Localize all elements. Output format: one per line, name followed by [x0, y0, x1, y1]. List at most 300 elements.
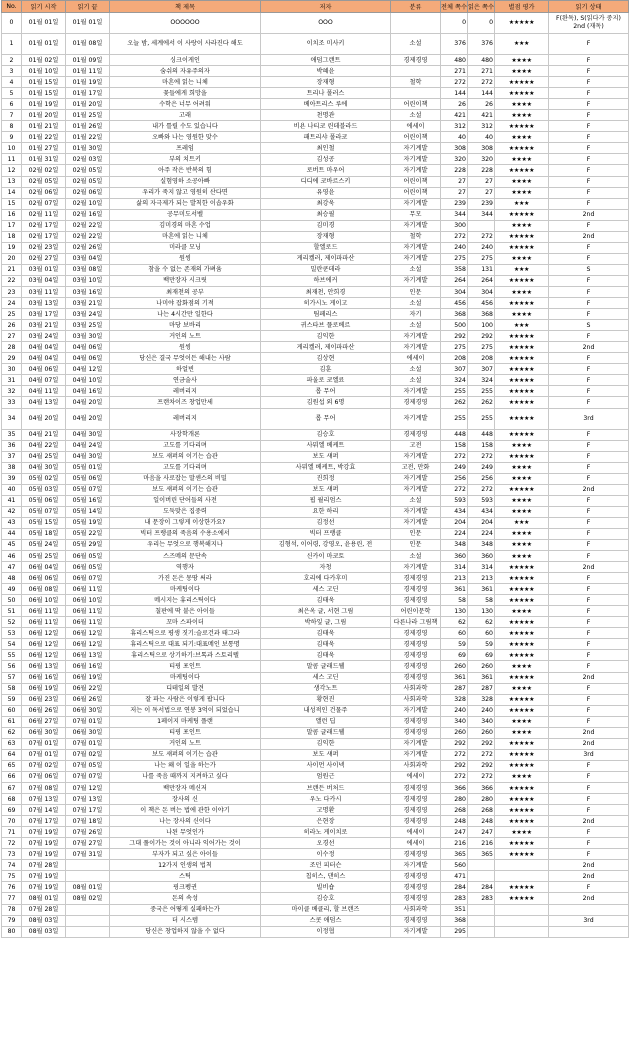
cell-rating: ★★★★: [495, 727, 549, 738]
cell-author: 파울로 코엘료: [261, 375, 391, 386]
cell-category: 소설: [391, 551, 441, 562]
cell-category: 어린이책: [391, 176, 441, 187]
cell-rating: ★★★★: [495, 716, 549, 727]
cell-end-date: 05월 22일: [66, 528, 110, 539]
cell-category: 자기계발: [391, 198, 441, 209]
cell-read-pages: 204: [468, 517, 495, 528]
cell-title: 이 책은 돈 버는 법에 관한 이야기: [110, 805, 261, 816]
cell-read-pages: 240: [468, 705, 495, 716]
cell-start-date: 02월 06일: [22, 187, 66, 198]
cell-category: 경제경영: [391, 429, 441, 440]
cell-author: 히가시노 게이고: [261, 298, 391, 309]
cell-start-date: 05월 06일: [22, 495, 66, 506]
cell-no: 31: [2, 375, 22, 386]
cell-total-pages: 264: [441, 275, 468, 286]
cell-author: 브랜든 버처드: [261, 783, 391, 794]
cell-start-date: 06월 04일: [22, 562, 66, 573]
cell-total-pages: 361: [441, 672, 468, 683]
cell-total-pages: 262: [441, 397, 468, 408]
cell-title: 빅터 프랭클의 죽음의 수용소에서: [110, 528, 261, 539]
cell-total-pages: 272: [441, 451, 468, 462]
cell-no: 12: [2, 165, 22, 176]
cell-start-date: 07월 08일: [22, 783, 66, 794]
table-row: [2, 66, 629, 77]
cell-start-date: 06월 12일: [22, 628, 66, 639]
cell-title: 프레임: [110, 143, 261, 154]
cell-title: 오빠와 나는 영원한 맞수: [110, 132, 261, 143]
cell-total-pages: 358: [441, 264, 468, 275]
cell-status: F: [549, 386, 629, 397]
cell-end-date: 07월 17일: [66, 805, 110, 816]
cell-title: 도둑맞은 집중력: [110, 506, 261, 517]
cell-total-pages: 361: [441, 584, 468, 595]
cell-author: 디디에 코바르스키: [261, 176, 391, 187]
cell-author: 김태욱: [261, 639, 391, 650]
cell-read-pages: [468, 220, 495, 231]
cell-no: 7: [2, 110, 22, 121]
cell-status: F: [549, 298, 629, 309]
cell-start-date: 03월 17일: [22, 309, 66, 320]
cell-end-date: 02월 16일: [66, 209, 110, 220]
cell-end-date: 06월 26일: [66, 694, 110, 705]
cell-category: 소설: [391, 34, 441, 55]
cell-end-date: 08월 02일: [66, 893, 110, 904]
cell-category: 경제경영: [391, 882, 441, 893]
cell-no: 68: [2, 794, 22, 805]
table-row: [2, 539, 629, 550]
cell-rating: ★★★★★: [495, 749, 549, 760]
header-end-date: 읽기 끝: [66, 1, 110, 13]
cell-end-date: 05월 16일: [66, 495, 110, 506]
table-row: [2, 375, 629, 386]
cell-status: F: [549, 165, 629, 176]
cell-status: F: [549, 242, 629, 253]
cell-category: 소설: [391, 264, 441, 275]
table-row: [2, 198, 629, 209]
cell-rating: ★★★★: [495, 506, 549, 517]
cell-end-date: 05월 01일: [66, 462, 110, 473]
cell-no: 71: [2, 827, 22, 838]
cell-no: 14: [2, 187, 22, 198]
table-row: [2, 220, 629, 231]
cell-title: 우리는 무엇으로 행복해지나: [110, 539, 261, 550]
cell-read-pages: 40: [468, 132, 495, 143]
cell-total-pages: 368: [441, 915, 468, 926]
cell-category: 에세이: [391, 771, 441, 782]
cell-rating: ★★★★★: [495, 617, 549, 628]
cell-category: 자기계발: [391, 749, 441, 760]
cell-status: F: [549, 683, 629, 694]
cell-category: 어린이책: [391, 99, 441, 110]
cell-start-date: 01월 01일: [22, 13, 66, 34]
table-row: [2, 55, 629, 66]
cell-start-date: 01월 15일: [22, 77, 66, 88]
cell-read-pages: 272: [468, 77, 495, 88]
cell-author: 엄원근: [261, 771, 391, 782]
cell-category: 소설: [391, 495, 441, 506]
cell-status: F: [549, 838, 629, 849]
cell-author: 핍 윌리엄스: [261, 495, 391, 506]
cell-rating: ★★★★★: [495, 760, 549, 771]
cell-author: 말콤 글래드웰: [261, 661, 391, 672]
cell-total-pages: 351: [441, 904, 468, 915]
cell-no: 3: [2, 66, 22, 77]
cell-author: 이정협: [261, 926, 391, 937]
cell-end-date: 07월 13일: [66, 794, 110, 805]
header-author: 저자: [261, 1, 391, 13]
cell-rating: ★★★★★: [495, 353, 549, 364]
cell-read-pages: 256: [468, 473, 495, 484]
cell-rating: [495, 860, 549, 871]
cell-status: 3rd: [549, 749, 629, 760]
cell-start-date: 02월 07일: [22, 198, 66, 209]
cell-category: 경제경영: [391, 783, 441, 794]
cell-end-date: 04월 10일: [66, 375, 110, 386]
cell-end-date: 05월 06일: [66, 473, 110, 484]
cell-status: F: [549, 429, 629, 440]
cell-no: 44: [2, 528, 22, 539]
cell-category: 사회과학: [391, 760, 441, 771]
cell-start-date: 04월 13일: [22, 397, 66, 408]
cell-rating: ★★★★: [495, 528, 549, 539]
cell-end-date: 01월 19일: [66, 77, 110, 88]
cell-status: 2nd: [549, 860, 629, 871]
cell-rating: [495, 915, 549, 926]
cell-no: 40: [2, 484, 22, 495]
cell-total-pages: 69: [441, 650, 468, 661]
table-row: [2, 926, 629, 937]
table-row: [2, 661, 629, 672]
cell-end-date: 05월 14일: [66, 506, 110, 517]
cell-title: 프랜차이즈 창업만세: [110, 397, 261, 408]
table-row: [2, 551, 629, 562]
cell-category: 자기계발: [391, 242, 441, 253]
cell-author: 김태욱: [261, 628, 391, 639]
cell-read-pages: 421: [468, 110, 495, 121]
cell-start-date: 01월 10일: [22, 66, 66, 77]
cell-start-date: 03월 13일: [22, 298, 66, 309]
cell-rating: ★★★★: [495, 66, 549, 77]
cell-no: 78: [2, 904, 22, 915]
cell-category: 어린이책: [391, 132, 441, 143]
cell-author: 마이클 베클리, 할 브랜즈: [261, 904, 391, 915]
cell-start-date: 02월 02일: [22, 165, 66, 176]
cell-rating: ★★★★: [495, 473, 549, 484]
cell-rating: ★★★★: [495, 440, 549, 451]
cell-no: 61: [2, 716, 22, 727]
cell-rating: ★★★★: [495, 683, 549, 694]
cell-category: 인문: [391, 539, 441, 550]
cell-read-pages: 100: [468, 320, 495, 331]
cell-category: 소설: [391, 298, 441, 309]
cell-title: 칠판에 딱 붙은 아이들: [110, 606, 261, 617]
cell-rating: ★★★★★: [495, 165, 549, 176]
cell-read-pages: 130: [468, 606, 495, 617]
cell-read-pages: 272: [468, 231, 495, 242]
cell-start-date: 04월 20일: [22, 408, 66, 429]
cell-category: 경제경영: [391, 893, 441, 904]
cell-category: 소설: [391, 320, 441, 331]
cell-status: F: [549, 771, 629, 782]
cell-total-pages: 287: [441, 683, 468, 694]
cell-end-date: 06월 11일: [66, 617, 110, 628]
cell-total-pages: 348: [441, 539, 468, 550]
cell-total-pages: 228: [441, 165, 468, 176]
cell-category: 자기계발: [391, 738, 441, 749]
cell-category: 경제경영: [391, 727, 441, 738]
cell-rating: ★★★★★: [495, 275, 549, 286]
cell-author: 보도 섀퍼: [261, 484, 391, 495]
cell-end-date: 02월 26일: [66, 242, 110, 253]
cell-total-pages: 240: [441, 705, 468, 716]
cell-total-pages: 368: [441, 309, 468, 320]
cell-end-date: 02월 10일: [66, 198, 110, 209]
cell-no: 5: [2, 88, 22, 99]
cell-start-date: 05월 24일: [22, 539, 66, 550]
cell-read-pages: 348: [468, 539, 495, 550]
cell-title: 부의 치트키: [110, 154, 261, 165]
cell-status: F: [549, 220, 629, 231]
reading-log-table: [1, 0, 629, 938]
cell-start-date: 01월 22일: [22, 132, 66, 143]
cell-category: 자기계발: [391, 473, 441, 484]
cell-end-date: 07월 18일: [66, 816, 110, 827]
table-row: [2, 760, 629, 771]
cell-end-date: 03월 04일: [66, 253, 110, 264]
cell-title: 일이버린 단어들의 사전: [110, 495, 261, 506]
cell-category: 에세이: [391, 838, 441, 849]
table-row: [2, 110, 629, 121]
cell-rating: ★★★★★: [495, 429, 549, 440]
cell-total-pages: 471: [441, 871, 468, 882]
cell-total-pages: 308: [441, 143, 468, 154]
cell-read-pages: 239: [468, 198, 495, 209]
cell-author: 김정선: [261, 517, 391, 528]
cell-category: 경제경영: [391, 672, 441, 683]
cell-read-pages: 216: [468, 838, 495, 849]
cell-rating: ★★★★★: [495, 738, 549, 749]
cell-no: 56: [2, 661, 22, 672]
cell-author: 자청: [261, 562, 391, 573]
table-row: [2, 606, 629, 617]
cell-title: 마흔에 읽는 니체: [110, 231, 261, 242]
cell-end-date: 01월 09일: [66, 55, 110, 66]
cell-total-pages: 260: [441, 661, 468, 672]
cell-start-date: 03월 01일: [22, 264, 66, 275]
cell-rating: ★★★★: [495, 495, 549, 506]
cell-start-date: 08월 03일: [22, 926, 66, 937]
cell-title: 역행자: [110, 562, 261, 573]
cell-total-pages: 283: [441, 893, 468, 904]
cell-total-pages: 275: [441, 253, 468, 264]
cell-rating: ★★★★: [495, 55, 549, 66]
cell-title: 나는 4시간만 일한다: [110, 309, 261, 320]
cell-no: 6: [2, 99, 22, 110]
cell-status: 3rd: [549, 408, 629, 429]
cell-category: 자기계발: [391, 386, 441, 397]
cell-rating: ★★★★: [495, 187, 549, 198]
cell-end-date: 07월 31일: [66, 849, 110, 860]
cell-end-date: [66, 871, 110, 882]
cell-title: 나를 죽음 때까지 지켜하고 싶다: [110, 771, 261, 782]
cell-read-pages: 344: [468, 209, 495, 220]
cell-no: 60: [2, 705, 22, 716]
cell-end-date: 04월 30일: [66, 429, 110, 440]
cell-rating: ★★★★★: [495, 484, 549, 495]
cell-read-pages: 58: [468, 595, 495, 606]
cell-total-pages: 26: [441, 99, 468, 110]
table-row: [2, 451, 629, 462]
cell-status: F: [549, 132, 629, 143]
cell-status: F: [549, 528, 629, 539]
cell-total-pages: 295: [441, 926, 468, 937]
cell-title: 삶의 자극제가 되는 발칙한 이솝우화: [110, 198, 261, 209]
cell-category: 에세이: [391, 353, 441, 364]
cell-rating: ★★★★★: [495, 783, 549, 794]
cell-title: 고래: [110, 110, 261, 121]
cell-author: 최승필: [261, 209, 391, 220]
cell-status: 2nd: [549, 672, 629, 683]
cell-no: 25: [2, 309, 22, 320]
cell-rating: ★★★: [495, 517, 549, 528]
cell-title: 백만장자 메신저: [110, 783, 261, 794]
cell-category: 경제경영: [391, 639, 441, 650]
cell-read-pages: [468, 926, 495, 937]
cell-no: 11: [2, 154, 22, 165]
cell-start-date: 02월 27일: [22, 253, 66, 264]
cell-no: 18: [2, 231, 22, 242]
table-row: [2, 34, 629, 55]
cell-end-date: [66, 904, 110, 915]
cell-title: 중국은 어떻게 실패하는가: [110, 904, 261, 915]
cell-read-pages: 308: [468, 143, 495, 154]
cell-status: F: [549, 573, 629, 584]
cell-status: F: [549, 121, 629, 132]
cell-category: 자기계발: [391, 342, 441, 353]
cell-no: 33: [2, 397, 22, 408]
cell-category: 어린이문학: [391, 606, 441, 617]
cell-read-pages: 307: [468, 364, 495, 375]
cell-author: 사뮈엘 베케트: [261, 440, 391, 451]
cell-no: 49: [2, 584, 22, 595]
table-row: [2, 286, 629, 297]
cell-start-date: 06월 06일: [22, 573, 66, 584]
cell-category: 경제경영: [391, 794, 441, 805]
cell-start-date: 06월 26일: [22, 705, 66, 716]
cell-title: 아주 작은 반복의 힘: [110, 165, 261, 176]
cell-start-date: 01월 21일: [22, 121, 66, 132]
cell-start-date: 05월 07일: [22, 506, 66, 517]
cell-title: 최재천의 공부: [110, 286, 261, 297]
table-row: [2, 849, 629, 860]
table-row: [2, 209, 629, 220]
cell-author: 빅터 프랭클: [261, 528, 391, 539]
cell-start-date: 01월 31일: [22, 154, 66, 165]
cell-start-date: 04월 21일: [22, 429, 66, 440]
cell-category: 자기: [391, 309, 441, 320]
cell-no: 17: [2, 220, 22, 231]
cell-status: F: [549, 275, 629, 286]
cell-total-pages: 268: [441, 805, 468, 816]
cell-end-date: 02월 22일: [66, 231, 110, 242]
cell-total-pages: 292: [441, 738, 468, 749]
cell-author: 이수정: [261, 849, 391, 860]
cell-status: F: [549, 99, 629, 110]
cell-end-date: [66, 860, 110, 871]
cell-author: 김훈: [261, 364, 391, 375]
cell-end-date: 06월 05일: [66, 562, 110, 573]
cell-category: 자기계발: [391, 143, 441, 154]
cell-title: 연금술사: [110, 375, 261, 386]
cell-total-pages: 292: [441, 331, 468, 342]
cell-title: 마당 보바리: [110, 320, 261, 331]
cell-total-pages: 272: [441, 77, 468, 88]
cell-end-date: 06월 30일: [66, 727, 110, 738]
cell-rating: ★★★★: [495, 309, 549, 320]
cell-rating: ★★★★: [495, 771, 549, 782]
cell-title: 실험영하 소공아빠: [110, 176, 261, 187]
cell-status: F: [549, 34, 629, 55]
cell-title: 1페이지 마케팅 플랜: [110, 716, 261, 727]
cell-start-date: 07월 01일: [22, 738, 66, 749]
cell-rating: [495, 904, 549, 915]
cell-title: 백만장자 시크릿: [110, 275, 261, 286]
cell-rating: ★★★★★: [495, 882, 549, 893]
cell-total-pages: 300: [441, 220, 468, 231]
cell-start-date: 02월 17일: [22, 231, 66, 242]
cell-category: 경제경영: [391, 816, 441, 827]
cell-status: F: [549, 661, 629, 672]
cell-start-date: 07월 17일: [22, 816, 66, 827]
table-row: [2, 727, 629, 738]
cell-start-date: 07월 14일: [22, 805, 66, 816]
cell-rating: ★★★: [495, 34, 549, 55]
cell-rating: ★★★★★: [495, 298, 549, 309]
cell-rating: ★★★★: [495, 99, 549, 110]
table-row: [2, 617, 629, 628]
cell-author: 팀페리스: [261, 309, 391, 320]
cell-title: 참을 수 없는 존재의 가벼움: [110, 264, 261, 275]
cell-author: 게리켈러, 제이파파산: [261, 342, 391, 353]
cell-status: F: [549, 805, 629, 816]
cell-title: 저는 이 독서법으로 연봉 3억이 되었습니: [110, 705, 261, 716]
cell-title: 오늘 밤, 세계에서 이 사랑이 사라진다 해도: [110, 34, 261, 55]
cell-category: 자기계발: [391, 154, 441, 165]
cell-read-pages: 283: [468, 893, 495, 904]
cell-no: 36: [2, 440, 22, 451]
cell-end-date: 04월 20일: [66, 408, 110, 429]
cell-rating: ★★★★★: [495, 397, 549, 408]
cell-read-pages: 272: [468, 451, 495, 462]
table-row: [2, 816, 629, 827]
cell-rating: ★★★★★: [495, 849, 549, 860]
cell-end-date: 06월 12일: [66, 639, 110, 650]
cell-end-date: 05월 07일: [66, 484, 110, 495]
cell-no: 39: [2, 473, 22, 484]
cell-category: 에세이: [391, 827, 441, 838]
cell-total-pages: 340: [441, 716, 468, 727]
cell-read-pages: 292: [468, 331, 495, 342]
cell-total-pages: 239: [441, 198, 468, 209]
cell-category: 자기계발: [391, 253, 441, 264]
cell-read-pages: 434: [468, 506, 495, 517]
cell-read-pages: 224: [468, 528, 495, 539]
cell-author: 호리에 다카후미: [261, 573, 391, 584]
cell-read-pages: 284: [468, 882, 495, 893]
cell-end-date: 06월 10일: [66, 595, 110, 606]
cell-read-pages: 264: [468, 275, 495, 286]
cell-title: 숨쉬의 자유주의자: [110, 66, 261, 77]
